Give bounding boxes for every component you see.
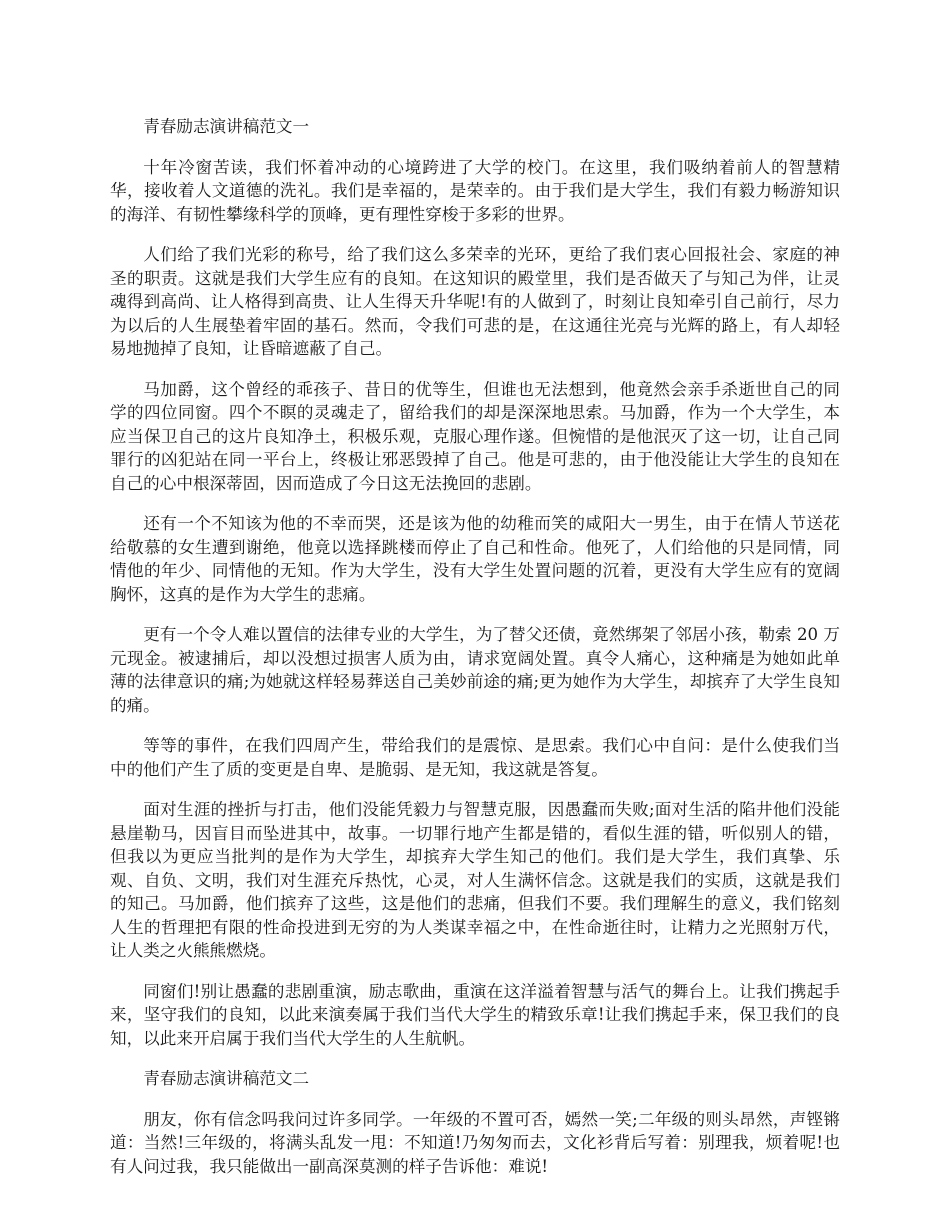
paragraph: 马加爵，这个曾经的乖孩子、昔日的优等生，但谁也无法想到，他竟然会亲手杀逝世自己的同学的四位同窗。四个不瞑的灵魂走了，留给我们的却是深深地思索。马加爵，作为一个大学生，本应当保卫自己的这片良知净土，积极乐观，克服心理作遂。但惋惜的是他泯灭了这一切，让自己同罪行的凶犯站在同一平台上，终极让邪恶毁掉了自己。他是可悲的，由于他没能让大学生的良知在自己的心中根深蒂固，因而造成了今日这无法挽回的悲剧。 (110, 379, 840, 493)
paragraph: 还有一个不知该为他的不幸而哭，还是该为他的幼稚而笑的咸阳大一男生，由于在情人节送花给敬慕的女生遭到谢绝，他竟以选择跳楼而停止了自己和性命。他死了，人们给他的只是同情，同情他的年少、同情他的无知。作为大学生，没有大学生处置问题的沉着，更没有大学生应有的宽阔胸怀，这真的是作为大学生的悲痛。 (110, 514, 840, 604)
paragraph: 同窗们!别让愚蠢的悲剧重演，励志歌曲，重演在这洋溢着智慧与活气的舞台上。让我们携起手来，坚守我们的良知，以此来演奏属于我们当代大学生的精致乐章!让我们携起手来，保卫我们的良知，以此来开启属于我们当代大学生的人生航帆。 (110, 981, 840, 1048)
paragraph: 等等的事件，在我们四周产生，带给我们的是震惊、是思索。我们心中自问：是什么使我们当中的他们产生了质的变更是自卑、是脆弱、是无知，我这就是答复。 (110, 736, 840, 779)
section-heading-2: 青春励志演讲稿范文二 (143, 1069, 310, 1088)
paragraph: 朋友，你有信念吗我问过许多同学。一年级的不置可否，嫣然一笑;二年级的则头昂然，声铿锵道：当然!三年级的，将满头乱发一甩：不知道!乃匆匆而去，文化衫背后写着：别理我，烦着呢!也有人问过我，我只能做出一副高深莫测的样子告诉他：难说! (110, 1109, 840, 1176)
paragraph: 更有一个令人难以置信的法律专业的大学生，为了替父还债，竟然绑架了邻居小孩，勒索 20 万元现金。被逮捕后，却以没想过损害人质为由，请求宽阔处置。真令人痛心，这种痛是为她如此单薄的法律意识的痛;为她就这样轻易葬送自己美妙前途的痛;更为她作为大学生，却摈弃了大学生良知的痛。 (110, 625, 840, 715)
paragraph: 人们给了我们光彩的称号，给了我们这么多荣幸的光环，更给了我们衷心回报社会、家庭的神圣的职责。这就是我们大学生应有的良知。在这知识的殿堂里，我们是否做天了与知己为伴，让灵魂得到高尚、让人格得到高贵、让人生得天升华呢!有的人做到了，时刻让良知牵引自己前行，尽力为以后的人生展垫着牢固的基石。然而，令我们可悲的是，在这通往光亮与光辉的路上，有人却轻易地抛掉了良知，让昏暗遮蔽了自己。 (110, 245, 840, 358)
paragraph: 十年冷窗苦读，我们怀着冲动的心境跨进了大学的校门。在这里，我们吸纳着前人的智慧精华，接收着人文道德的洗礼。我们是幸福的，是荣幸的。由于我们是大学生，我们有毅力畅游知识的海洋、有韧性攀缘科学的顶峰，更有理性穿梭于多彩的世界。 (110, 157, 840, 224)
paragraph: 面对生涯的挫折与打击，他们没能凭毅力与智慧克服，因愚蠢而失败;面对生活的陷井他们没能悬崖勒马，因盲目而坠进其中，故事。一切罪行地产生都是错的，看似生涯的错，听似别人的错，但我以为更应当批判的是作为大学生，却摈弃大学生知己的他们。我们是大学生，我们真挚、乐观、自负、文明，我们对生涯充斥热忱，心灵，对人生满怀信念。这就是我们的实质，这就是我们的知己。马加爵，他们摈弃了这些，这是他们的悲痛，但我们不要。我们理解生的意义，我们铭刻人生的哲理把有限的性命投进到无穷的为人类谋幸福之中，在性命逝往时，让精力之光照射万代，让人类之火熊熊燃烧。 (110, 800, 840, 960)
section-heading-1: 青春励志演讲稿范文一 (143, 117, 310, 136)
